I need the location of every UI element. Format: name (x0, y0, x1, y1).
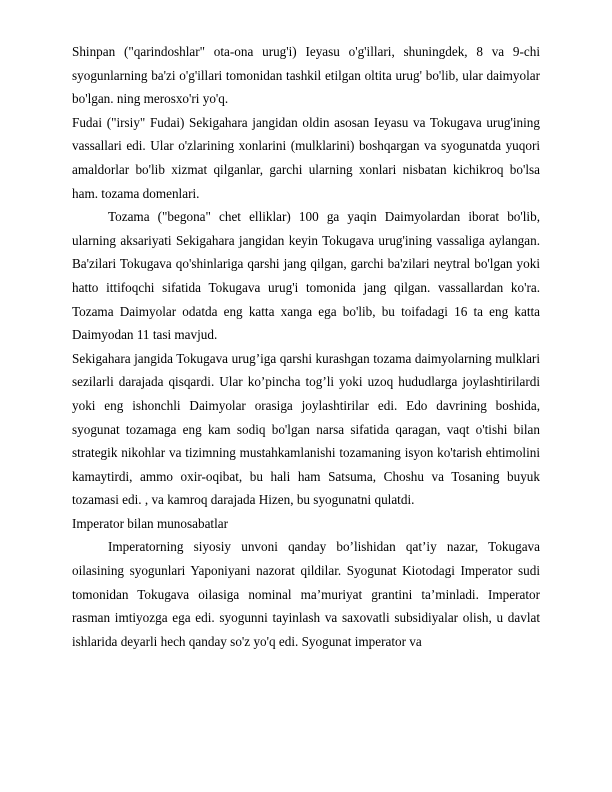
paragraph-tozama: Tozama ("begona" chet elliklar) 100 ga yaqin Daimyolardan iborat bo'lib, ularning aksariyati Sekigahara jangidan keyin Tokugava urug'ining vassaliga aylangan. Ba'zilari Tokugava qo'shinlariga qarshi jang qilgan, garchi ba'zilari neytral bo'lgan yoki hatto ittifoqchi sifatida Tokugava urug'i tomonida jang qilgan. vassallardan ko'ra. Tozama Daimyolar odatda eng katta xanga ega bo'lib, bu toifadagi 16 ta eng katta Daimyodan 11 tasi mavjud. (72, 209, 540, 343)
paragraph-imperator: Imperatorning siyosiy unvoni qanday bo’lishidan qat’iy nazar, Tokugava oilasining syogunlari Yaponiyani nazorat qildilar. Syogunat Kiotodagi Imperator sudi tomonidan Tokugava oilasiga nominal ma’muriyat grantini ta’minladi. Imperator rasman imtiyozga ega edi. syogunni tayinlash va saxovatli subsidiyalar olish, u davlat ishlarida deyarli hech qanday so'z yo'q edi. Syogunat imperator va (72, 539, 540, 649)
document-body (72, 40, 540, 653)
section-heading: Imperator bilan munosabatlar (72, 515, 228, 531)
paragraph-fudai: Fudai ("irsiy" Fudai) Sekigahara jangidan oldin asosan Ieyasu va Tokugava urug'ining vassallari edi. Ular o'zlarining xonlarini (mulklarini) boshqargan va syogunatda yuqori amaldorlar bo'lib xizmat qilganlar, garchi ularning xonlari nisbatan kichikroq bo'lsa ham. tozama domenlari. (72, 114, 540, 201)
paragraph-shinpan: Shinpan ("qarindoshlar" ota-ona urug'i) Ieyasu o'g'illari, shuningdek, 8 va 9-chi syogunlarning ba'zi o'g'illari tomonidan tashkil etilgan oltita urug' bo'lib, ular daimyolar bo'lgan. ning merosxo'ri yo'q. (72, 44, 540, 107)
paragraph-sekigahara: Sekigahara jangida Tokugava urug’iga qarshi kurashgan tozama daimyolarning mulklari sezilarli darajada qisqardi. Ular ko’pincha tog’li yoki uzoq hududlarga joylashtirilardi yoki eng ishonchli Daimyolar orasiga joylashtirilar edi. Edo davrining boshida, syogunat tozamaga eng kam sodiq bo'lgan narsa sifatida qaragan, vaqt o'tishi bilan strategik nikohlar va tizimning mustahkamlanishi tozamaning isyon ko'tarish ehtimolini kamaytirdi, ammo oxir-oqibat, bu hali ham Satsuma, Choshu va Tosaning buyuk tozamasi edi. , va kamroq darajada Hizen, bu syogunatni qulatdi. (72, 350, 540, 508)
